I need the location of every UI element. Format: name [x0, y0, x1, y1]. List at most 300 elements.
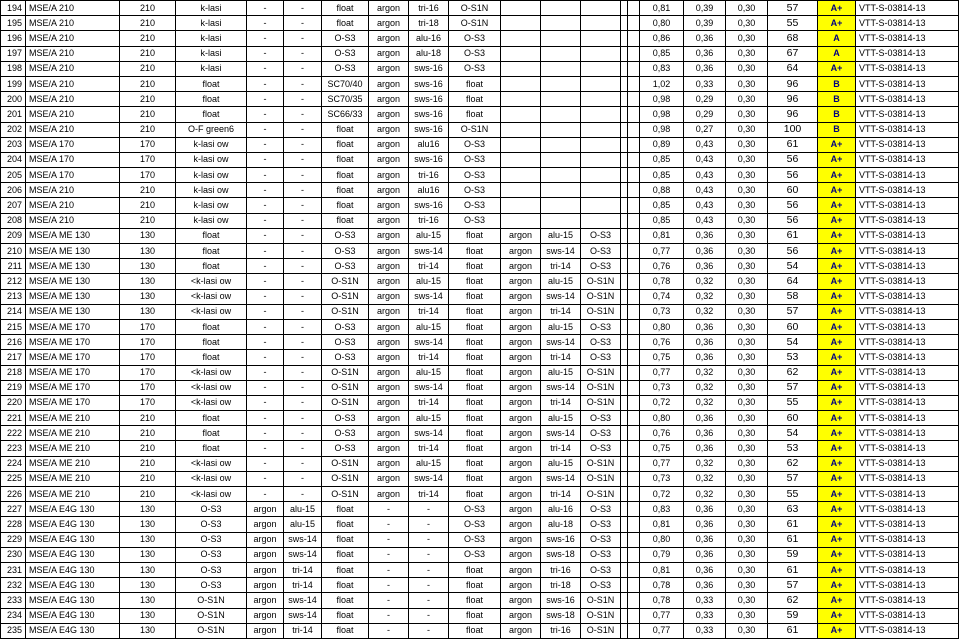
table-cell: float [449, 244, 501, 259]
table-cell: argon [247, 547, 284, 562]
table-cell: argon [501, 319, 541, 334]
table-cell [541, 107, 581, 122]
table-cell: MSE/A 170 [26, 168, 120, 183]
table-cell: argon [369, 411, 409, 426]
table-row [1, 122, 959, 137]
table-cell: float [176, 350, 247, 365]
table-cell: 170 [120, 335, 176, 350]
table-cell: - [284, 1, 322, 16]
energy-class-cell: A+ [818, 274, 856, 289]
table-cell [581, 122, 621, 137]
table-cell: VTT-S-03814-13 [856, 244, 959, 259]
table-cell: 0,30 [726, 532, 768, 547]
table-cell: 0,85 [640, 198, 684, 213]
table-cell: 130 [120, 547, 176, 562]
table-cell: O-S1N [449, 1, 501, 16]
table-cell: float [322, 16, 369, 31]
table-cell: 0,36 [684, 335, 726, 350]
table-cell: alu-15 [409, 228, 449, 243]
table-cell: <k-lasi ow [176, 471, 247, 486]
table-cell: argon [501, 623, 541, 638]
table-row [1, 168, 959, 183]
table-cell: 56 [768, 198, 818, 213]
table-cell [628, 92, 640, 107]
energy-class-cell: A [818, 31, 856, 46]
table-cell: tri-18 [409, 16, 449, 31]
table-cell: VTT-S-03814-13 [856, 61, 959, 76]
table-cell: float [322, 608, 369, 623]
table-cell: 0,30 [726, 1, 768, 16]
table-cell: <k-lasi ow [176, 289, 247, 304]
table-cell: VTT-S-03814-13 [856, 259, 959, 274]
table-cell: sws-14 [409, 380, 449, 395]
table-cell: O-S1N [449, 122, 501, 137]
table-cell: 218 [1, 365, 26, 380]
table-cell: O-F green6 [176, 122, 247, 137]
table-cell: k-lasi [176, 31, 247, 46]
table-cell: - [284, 244, 322, 259]
table-cell: 1,02 [640, 76, 684, 91]
table-cell: float [176, 441, 247, 456]
table-cell: 0,36 [684, 562, 726, 577]
table-cell: 0,36 [684, 411, 726, 426]
table-cell: alu-15 [409, 456, 449, 471]
table-cell [628, 487, 640, 502]
table-cell: O-S1N [581, 365, 621, 380]
energy-class-cell: A+ [818, 319, 856, 334]
table-cell: 64 [768, 274, 818, 289]
table-cell: 0,30 [726, 92, 768, 107]
table-cell: - [247, 319, 284, 334]
table-cell: O-S3 [176, 532, 247, 547]
table-cell: O-S3 [176, 562, 247, 577]
table-cell: O-S3 [449, 198, 501, 213]
table-cell: - [284, 350, 322, 365]
table-cell: MSE/A E4G 130 [26, 517, 120, 532]
table-cell: 0,88 [640, 183, 684, 198]
table-cell [541, 61, 581, 76]
table-cell: MSE/A ME 170 [26, 395, 120, 410]
table-cell: 57 [768, 380, 818, 395]
table-cell: VTT-S-03814-13 [856, 365, 959, 380]
table-row [1, 46, 959, 61]
table-row [1, 137, 959, 152]
table-cell [501, 46, 541, 61]
table-cell: O-S1N [176, 608, 247, 623]
energy-class-cell: A+ [818, 441, 856, 456]
table-cell: VTT-S-03814-13 [856, 31, 959, 46]
table-cell: 0,36 [684, 46, 726, 61]
table-row [1, 289, 959, 304]
energy-class-cell: A+ [818, 502, 856, 517]
table-cell: k-lasi [176, 61, 247, 76]
table-cell: float [449, 350, 501, 365]
table-cell: 0,30 [726, 578, 768, 593]
energy-class-cell: A+ [818, 547, 856, 562]
table-row [1, 152, 959, 167]
table-cell: - [369, 502, 409, 517]
table-cell: 0,30 [726, 562, 768, 577]
table-cell: 56 [768, 152, 818, 167]
table-cell: O-S1N [322, 304, 369, 319]
table-cell: argon [369, 228, 409, 243]
table-cell: VTT-S-03814-13 [856, 274, 959, 289]
table-cell: 210 [120, 456, 176, 471]
table-cell: sws-14 [409, 289, 449, 304]
table-cell: 0,39 [684, 1, 726, 16]
energy-class-cell: A+ [818, 61, 856, 76]
table-cell: 0,30 [726, 395, 768, 410]
table-cell: MSE/A 210 [26, 107, 120, 122]
table-cell: 202 [1, 122, 26, 137]
table-cell: 0,30 [726, 487, 768, 502]
table-cell: argon [369, 198, 409, 213]
table-cell [628, 426, 640, 441]
energy-class-cell: A+ [818, 395, 856, 410]
table-cell: float [322, 623, 369, 638]
table-cell: - [284, 31, 322, 46]
table-cell: O-S3 [176, 517, 247, 532]
table-cell: float [449, 471, 501, 486]
table-cell: O-S3 [449, 547, 501, 562]
table-cell: float [176, 228, 247, 243]
table-cell: 0,43 [684, 183, 726, 198]
table-cell: MSE/A 210 [26, 198, 120, 213]
table-cell: argon [501, 502, 541, 517]
table-cell: - [284, 441, 322, 456]
table-cell: - [247, 426, 284, 441]
table-cell: 210 [120, 61, 176, 76]
table-cell: tri-14 [541, 487, 581, 502]
table-cell [581, 198, 621, 213]
table-cell: - [247, 456, 284, 471]
table-cell: k-lasi [176, 1, 247, 16]
table-cell: argon [247, 517, 284, 532]
table-cell: - [284, 259, 322, 274]
table-cell: 0,30 [726, 502, 768, 517]
energy-class-cell: A+ [818, 517, 856, 532]
table-cell: argon [247, 608, 284, 623]
table-cell: k-lasi ow [176, 168, 247, 183]
table-cell: alu-15 [409, 274, 449, 289]
table-cell: - [369, 517, 409, 532]
table-row [1, 441, 959, 456]
table-cell: 209 [1, 228, 26, 243]
table-cell: <k-lasi ow [176, 487, 247, 502]
table-cell [628, 456, 640, 471]
table-cell: float [322, 152, 369, 167]
table-cell: O-S1N [322, 274, 369, 289]
table-cell: alu-15 [541, 228, 581, 243]
table-cell: 210 [120, 487, 176, 502]
table-cell: alu-15 [284, 517, 322, 532]
table-cell [628, 274, 640, 289]
table-cell: VTT-S-03814-13 [856, 350, 959, 365]
table-cell: MSE/A ME 210 [26, 487, 120, 502]
table-cell [621, 228, 628, 243]
table-cell: 0,85 [640, 213, 684, 228]
table-cell: 59 [768, 547, 818, 562]
table-cell: MSE/A 210 [26, 122, 120, 137]
table-cell [621, 487, 628, 502]
table-cell: 56 [768, 244, 818, 259]
table-cell: 0,81 [640, 562, 684, 577]
table-row [1, 304, 959, 319]
table-cell [621, 608, 628, 623]
table-cell [621, 16, 628, 31]
table-cell [621, 122, 628, 137]
table-cell: 56 [768, 213, 818, 228]
table-cell: 0,36 [684, 578, 726, 593]
table-cell: 56 [768, 168, 818, 183]
table-row [1, 562, 959, 577]
table-cell: 0,72 [640, 487, 684, 502]
table-cell: O-S3 [176, 502, 247, 517]
table-row [1, 426, 959, 441]
table-cell: 0,36 [684, 259, 726, 274]
table-cell [621, 31, 628, 46]
table-cell: 208 [1, 213, 26, 228]
table-cell: 226 [1, 487, 26, 502]
table-cell [581, 107, 621, 122]
table-cell: alu-15 [541, 319, 581, 334]
table-cell: O-S3 [581, 228, 621, 243]
table-row [1, 380, 959, 395]
table-cell [541, 137, 581, 152]
table-cell: O-S1N [449, 16, 501, 31]
table-row [1, 532, 959, 547]
table-cell: 0,81 [640, 517, 684, 532]
table-cell [621, 198, 628, 213]
table-cell: O-S1N [581, 471, 621, 486]
table-cell: alu-18 [409, 46, 449, 61]
table-cell: 130 [120, 623, 176, 638]
table-cell [581, 46, 621, 61]
table-cell: 0,30 [726, 426, 768, 441]
table-cell [628, 350, 640, 365]
table-cell: - [284, 122, 322, 137]
table-cell: float [449, 335, 501, 350]
table-cell [621, 168, 628, 183]
table-cell: O-S3 [581, 578, 621, 593]
table-row [1, 198, 959, 213]
table-cell: 0,33 [684, 623, 726, 638]
table-row [1, 274, 959, 289]
table-row [1, 350, 959, 365]
table-cell: - [409, 623, 449, 638]
table-cell: 130 [120, 228, 176, 243]
table-cell [628, 547, 640, 562]
table-cell: 210 [120, 92, 176, 107]
table-cell [628, 532, 640, 547]
table-cell: 130 [120, 289, 176, 304]
table-cell: SC70/40 [322, 76, 369, 91]
table-cell: argon [501, 593, 541, 608]
table-cell: 130 [120, 517, 176, 532]
table-row [1, 1, 959, 16]
energy-class-cell: A+ [818, 562, 856, 577]
table-row [1, 547, 959, 562]
table-cell: float [322, 578, 369, 593]
table-cell: argon [369, 213, 409, 228]
table-cell: sws-16 [541, 593, 581, 608]
table-cell: 0,30 [726, 198, 768, 213]
table-cell: O-S3 [449, 532, 501, 547]
table-cell [628, 517, 640, 532]
table-cell: MSE/A E4G 130 [26, 593, 120, 608]
table-cell: - [247, 122, 284, 137]
table-cell [541, 92, 581, 107]
table-cell [621, 137, 628, 152]
table-cell: 0,36 [684, 441, 726, 456]
table-cell: 0,36 [684, 61, 726, 76]
energy-class-cell: B [818, 92, 856, 107]
table-cell: 224 [1, 456, 26, 471]
energy-class-cell: A+ [818, 593, 856, 608]
table-cell: SC66/33 [322, 107, 369, 122]
table-cell: 170 [120, 350, 176, 365]
table-cell: - [247, 31, 284, 46]
table-cell: 61 [768, 562, 818, 577]
table-cell: 210 [1, 244, 26, 259]
table-cell: 210 [120, 183, 176, 198]
table-cell: 61 [768, 137, 818, 152]
energy-class-cell: A+ [818, 608, 856, 623]
table-cell: VTT-S-03814-13 [856, 532, 959, 547]
table-cell: argon [501, 426, 541, 441]
table-cell: tri-14 [409, 441, 449, 456]
table-cell: VTT-S-03814-13 [856, 122, 959, 137]
table-cell [628, 289, 640, 304]
table-cell: 207 [1, 198, 26, 213]
table-cell: O-S1N [581, 623, 621, 638]
table-cell: 213 [1, 289, 26, 304]
table-cell: VTT-S-03814-13 [856, 471, 959, 486]
table-cell: float [449, 608, 501, 623]
table-cell: sws-16 [409, 152, 449, 167]
table-cell: k-lasi [176, 46, 247, 61]
table-cell: - [409, 562, 449, 577]
table-cell: float [322, 213, 369, 228]
table-cell: 0,80 [640, 16, 684, 31]
table-cell [621, 578, 628, 593]
table-cell: - [284, 456, 322, 471]
table-cell [581, 16, 621, 31]
table-cell: tri-14 [284, 623, 322, 638]
table-cell: - [247, 61, 284, 76]
table-cell [501, 213, 541, 228]
table-cell: O-S1N [322, 289, 369, 304]
table-cell [501, 1, 541, 16]
table-cell: - [284, 76, 322, 91]
table-cell: argon [369, 16, 409, 31]
table-cell: MSE/A 210 [26, 92, 120, 107]
table-cell [501, 61, 541, 76]
table-cell [628, 304, 640, 319]
table-cell: O-S3 [322, 426, 369, 441]
table-cell: - [284, 92, 322, 107]
table-cell: - [409, 517, 449, 532]
table-cell: 0,76 [640, 335, 684, 350]
table-cell [541, 213, 581, 228]
table-cell: VTT-S-03814-13 [856, 578, 959, 593]
table-cell: float [176, 259, 247, 274]
table-row [1, 228, 959, 243]
energy-class-cell: A+ [818, 198, 856, 213]
table-cell: 0,30 [726, 107, 768, 122]
table-cell: MSE/A ME 210 [26, 411, 120, 426]
table-cell: VTT-S-03814-13 [856, 562, 959, 577]
table-cell: - [284, 61, 322, 76]
table-cell [621, 456, 628, 471]
table-cell: argon [369, 137, 409, 152]
table-cell: - [284, 289, 322, 304]
table-cell: 0,30 [726, 319, 768, 334]
energy-class-cell: A+ [818, 456, 856, 471]
table-cell: 0,30 [726, 122, 768, 137]
table-cell: - [284, 274, 322, 289]
table-cell: - [247, 395, 284, 410]
table-cell: argon [369, 289, 409, 304]
table-cell: O-S1N [322, 380, 369, 395]
table-cell: - [284, 426, 322, 441]
table-cell: O-S3 [581, 441, 621, 456]
table-cell: O-S1N [581, 289, 621, 304]
table-cell: 199 [1, 76, 26, 91]
table-cell: 57 [768, 304, 818, 319]
table-cell: O-S3 [176, 578, 247, 593]
table-cell: - [284, 137, 322, 152]
table-cell: O-S1N [322, 471, 369, 486]
table-cell: alu-15 [284, 502, 322, 517]
table-cell: float [322, 532, 369, 547]
table-cell: 0,32 [684, 365, 726, 380]
table-cell [621, 441, 628, 456]
table-cell: 0,30 [726, 289, 768, 304]
table-cell: 60 [768, 319, 818, 334]
table-cell: - [247, 46, 284, 61]
table-cell: - [284, 198, 322, 213]
table-cell: 0,29 [684, 107, 726, 122]
table-cell [628, 183, 640, 198]
table-cell: MSE/A E4G 130 [26, 532, 120, 547]
table-cell: float [176, 244, 247, 259]
table-cell: 68 [768, 31, 818, 46]
table-cell: argon [501, 289, 541, 304]
table-cell: argon [369, 319, 409, 334]
table-cell: 210 [120, 31, 176, 46]
table-cell: O-S3 [449, 46, 501, 61]
table-cell [621, 517, 628, 532]
table-cell [628, 593, 640, 608]
table-cell: 0,36 [684, 426, 726, 441]
table-cell: 58 [768, 289, 818, 304]
energy-class-cell: A+ [818, 365, 856, 380]
table-row [1, 502, 959, 517]
table-cell [501, 168, 541, 183]
table-cell: 0,36 [684, 532, 726, 547]
energy-class-cell: A+ [818, 259, 856, 274]
table-cell: argon [501, 244, 541, 259]
table-cell: float [322, 198, 369, 213]
table-cell: float [176, 335, 247, 350]
table-cell: argon [369, 395, 409, 410]
energy-class-cell: A [818, 46, 856, 61]
table-cell: argon [369, 122, 409, 137]
table-cell: 61 [768, 517, 818, 532]
table-cell: 96 [768, 107, 818, 122]
table-cell: 0,43 [684, 213, 726, 228]
